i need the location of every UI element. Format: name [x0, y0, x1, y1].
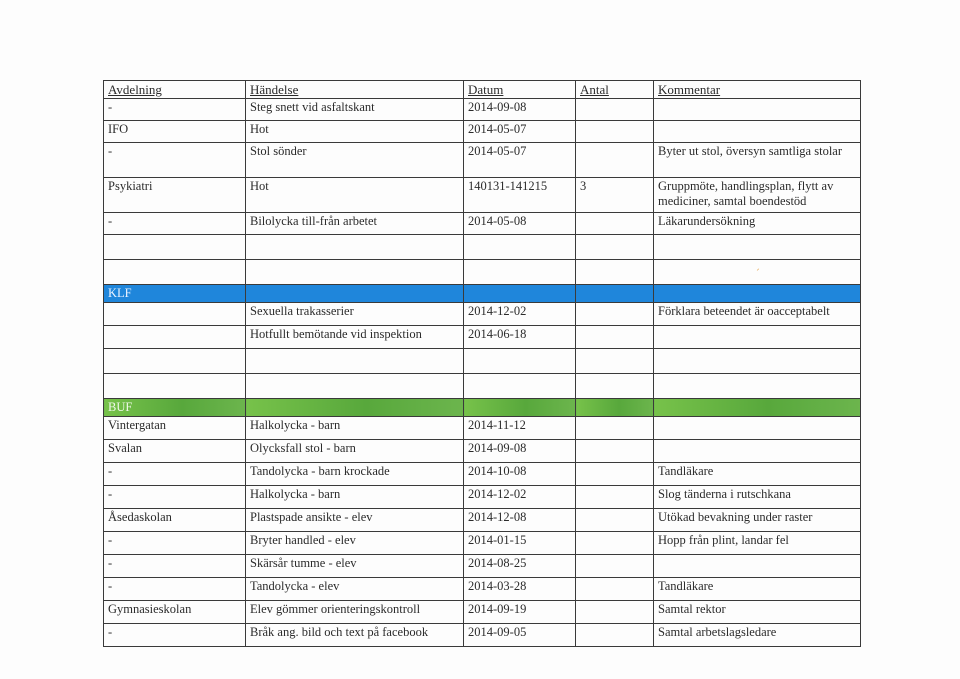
cell-handelse: Skärsår tumme - elev — [246, 555, 464, 578]
cell-handelse: Elev gömmer orienteringskontroll — [246, 601, 464, 624]
cell-avdelning: Svalan — [104, 440, 246, 463]
section-label-buf: BUF — [104, 399, 246, 417]
col-header-handelse: Händelse — [246, 81, 464, 99]
cell-handelse: Hot — [246, 178, 464, 213]
cell-antal — [576, 624, 654, 647]
cell-datum: 2014-11-12 — [464, 417, 576, 440]
cell-avdelning: - — [104, 213, 246, 235]
cell-kommentar: Läkarundersökning — [654, 213, 861, 235]
cell-kommentar: Samtal rektor — [654, 601, 861, 624]
table-row — [104, 121, 861, 143]
cell-antal — [576, 463, 654, 486]
cell-antal — [576, 601, 654, 624]
cell-avdelning: Vintergatan — [104, 417, 246, 440]
cell-avdelning: - — [104, 624, 246, 647]
table-row — [104, 213, 861, 235]
cell-handelse: Hot — [246, 121, 464, 143]
section-label-klf: KLF — [104, 285, 246, 303]
cell-handelse: Tandolycka - elev — [246, 578, 464, 601]
cell-handelse: Olycksfall stol - barn — [246, 440, 464, 463]
cell-antal — [576, 417, 654, 440]
cell-avdelning: - — [104, 486, 246, 509]
table-row — [104, 578, 861, 601]
cell-kommentar: Tandläkare — [654, 578, 861, 601]
table-row — [104, 624, 861, 647]
cell-datum: 2014-01-15 — [464, 532, 576, 555]
col-header-avdelning: Avdelning — [104, 81, 246, 99]
cell-avdelning: Gymnasieskolan — [104, 601, 246, 624]
cell-datum: 2014-05-08 — [464, 213, 576, 235]
cell-datum: 2014-09-05 — [464, 624, 576, 647]
cell-avdelning: Psykiatri — [104, 178, 246, 213]
table-row — [104, 509, 861, 532]
cell-antal: 3 — [576, 178, 654, 213]
col-header-kommentar: Kommentar — [654, 81, 861, 99]
cell-antal — [576, 213, 654, 235]
cell-antal — [576, 486, 654, 509]
cell-datum: 2014-09-19 — [464, 601, 576, 624]
cell-handelse: Halkolycka - barn — [246, 417, 464, 440]
table-row — [104, 440, 861, 463]
header-row — [104, 81, 861, 99]
cell-antal — [576, 578, 654, 601]
section-row-klf — [104, 285, 861, 303]
cell-kommentar: Slog tänderna i rutschkana — [654, 486, 861, 509]
cell-kommentar: Hopp från plint, landar fel — [654, 532, 861, 555]
cell-datum: 2014-10-08 — [464, 463, 576, 486]
cell-avdelning: - — [104, 463, 246, 486]
empty-row — [104, 374, 861, 399]
cell-antal — [576, 555, 654, 578]
cell-antal — [576, 303, 654, 326]
empty-row — [104, 235, 861, 260]
cell-antal — [576, 326, 654, 349]
cell-avdelning: Åsedaskolan — [104, 509, 246, 532]
cell-kommentar — [654, 440, 861, 463]
cell-handelse: Steg snett vid asfaltskant — [246, 99, 464, 121]
cell-handelse: Sexuella trakasserier — [246, 303, 464, 326]
cell-datum: 2014-06-18 — [464, 326, 576, 349]
incident-table — [103, 80, 861, 647]
cell-handelse: Bilolycka till-från arbetet — [246, 213, 464, 235]
cell-datum: 2014-05-07 — [464, 143, 576, 178]
cell-antal — [576, 532, 654, 555]
table-row — [104, 178, 861, 213]
cell-datum: 2014-12-02 — [464, 303, 576, 326]
cell-avdelning: - — [104, 555, 246, 578]
cell-handelse: Tandolycka - barn krockade — [246, 463, 464, 486]
cell-antal — [576, 143, 654, 178]
table-row — [104, 463, 861, 486]
cell-datum: 2014-09-08 — [464, 99, 576, 121]
col-header-datum: Datum — [464, 81, 576, 99]
cell-kommentar: Tandläkare — [654, 463, 861, 486]
table-row — [104, 601, 861, 624]
cell-datum: 2014-12-02 — [464, 486, 576, 509]
table-row — [104, 486, 861, 509]
cell-handelse: Hotfullt bemötande vid inspektion — [246, 326, 464, 349]
cell-handelse: Stol sönder — [246, 143, 464, 178]
cell-datum: 2014-12-08 — [464, 509, 576, 532]
cell-kommentar — [654, 417, 861, 440]
cell-avdelning: - — [104, 99, 246, 121]
cell-kommentar — [654, 555, 861, 578]
col-header-antal: Antal — [576, 81, 654, 99]
cell-avdelning: - — [104, 143, 246, 178]
empty-row — [104, 260, 861, 285]
empty-row — [104, 349, 861, 374]
cell-handelse: Bråk ang. bild och text på facebook — [246, 624, 464, 647]
cell-kommentar — [654, 121, 861, 143]
cell-kommentar: Byter ut stol, översyn samtliga stolar — [654, 143, 861, 178]
cell-antal — [576, 121, 654, 143]
cell-kommentar: Gruppmöte, handlingsplan, flytt av mediciner, samtal boendestöd — [654, 178, 861, 213]
cell-avdelning: IFO — [104, 121, 246, 143]
cell-avdelning: - — [104, 532, 246, 555]
cell-kommentar: Samtal arbetslagsledare — [654, 624, 861, 647]
cell-kommentar — [654, 99, 861, 121]
table-row — [104, 417, 861, 440]
cell-antal — [576, 440, 654, 463]
cell-datum: 140131-141215 — [464, 178, 576, 213]
cell-avdelning — [104, 303, 246, 326]
cell-handelse: Plastspade ansikte - elev — [246, 509, 464, 532]
cell-kommentar: Utökad bevakning under raster — [654, 509, 861, 532]
section-row-buf — [104, 399, 861, 417]
cell-antal — [576, 99, 654, 121]
scan-mark: ˏ — [755, 260, 760, 271]
cell-handelse: Halkolycka - barn — [246, 486, 464, 509]
table-row — [104, 99, 861, 121]
table-row — [104, 326, 861, 349]
table-row — [104, 303, 861, 326]
cell-kommentar — [654, 326, 861, 349]
cell-datum: 2014-03-28 — [464, 578, 576, 601]
table-row — [104, 532, 861, 555]
cell-datum: 2014-08-25 — [464, 555, 576, 578]
cell-datum: 2014-05-07 — [464, 121, 576, 143]
cell-avdelning — [104, 326, 246, 349]
cell-handelse: Bryter handled - elev — [246, 532, 464, 555]
cell-datum: 2014-09-08 — [464, 440, 576, 463]
table-row — [104, 555, 861, 578]
table-row — [104, 143, 861, 178]
cell-avdelning: - — [104, 578, 246, 601]
cell-antal — [576, 509, 654, 532]
cell-kommentar: Förklara beteendet är oacceptabelt — [654, 303, 861, 326]
